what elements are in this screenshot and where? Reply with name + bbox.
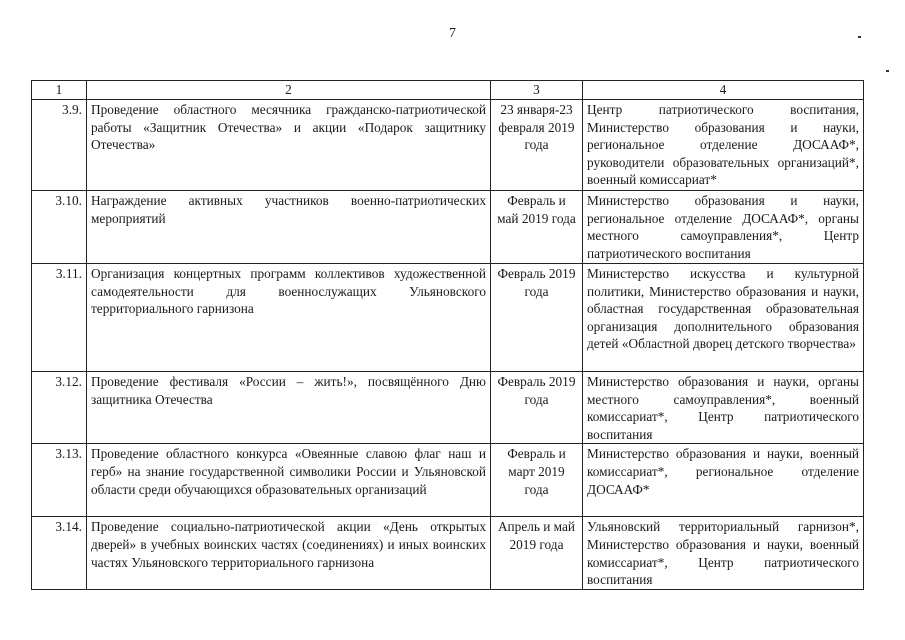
scan-speck: [886, 70, 889, 72]
table-row: [32, 191, 864, 264]
event-term: Февраль 2019 года: [491, 264, 583, 372]
event-description: Проведение областного конкурса «Овеянные славою флаг наш и герб» на знание государственной символики России и Ульяновской области среди обучающихся образовательных организаций: [87, 444, 491, 517]
event-responsible: Ульяновский территориальный гарнизон*, Министерство образования и науки, военный комиссариат*, Центр патриотического воспитания: [583, 517, 864, 589]
table-row: [32, 444, 864, 517]
event-term: 23 января-23 февраля 2019 года: [491, 100, 583, 191]
table-row: [32, 100, 864, 191]
event-responsible: Центр патриотического воспитания, Министерство образования и науки, региональное отделение ДОСААФ*, руководители образовательных организаций*, военный комиссариат*: [583, 100, 864, 191]
table-row: [32, 264, 864, 372]
event-term: Февраль и май 2019 года: [491, 191, 583, 264]
event-description: Проведение областного месячника гражданско-патриотической работы «Защитник Отечества» и акции «Подарок защитнику Отечества»: [87, 100, 491, 191]
item-number: 3.13.: [32, 444, 87, 517]
event-description: Проведение фестиваля «России – жить!», посвящённого Дню защитника Отечества: [87, 372, 491, 444]
table-row: [32, 517, 864, 589]
column-number-1: 1: [32, 81, 87, 100]
event-term: Февраль 2019 года: [491, 372, 583, 444]
item-number: 3.9.: [32, 100, 87, 191]
table-row: [32, 372, 864, 444]
event-responsible: Министерство образования и науки, военный комиссариат*, региональное отделение ДОСААФ*: [583, 444, 864, 517]
column-number-3: 3: [491, 81, 583, 100]
event-description: Награждение активных участников военно-патриотических мероприятий: [87, 191, 491, 264]
event-responsible: Министерство образования и науки, региональное отделение ДОСААФ*, органы местного самоуправления*, Центр патриотического воспитания: [583, 191, 864, 264]
column-number-2: 2: [87, 81, 491, 100]
event-description: Проведение социально-патриотической акции «День открытых дверей» в учебных воинских частях (соединениях) и иных воинских частях Ульяновского территориального гарнизона: [87, 517, 491, 589]
column-number-4: 4: [583, 81, 864, 100]
page-number: 7: [449, 26, 456, 41]
event-term: Февраль и март 2019 года: [491, 444, 583, 517]
item-number: 3.14.: [32, 517, 87, 589]
item-number: 3.10.: [32, 191, 87, 264]
item-number: 3.12.: [32, 372, 87, 444]
table-header-row: [32, 81, 864, 100]
event-responsible: Министерство искусства и культурной политики, Министерство образования и науки, областная государственная образовательная организация дополнительного образования детей «Областной дворец детского творчества»: [583, 264, 864, 372]
event-description: Организация концертных программ коллективов художественной самодеятельности для военнослужащих Ульяновского территориального гарнизона: [87, 264, 491, 372]
event-responsible: Министерство образования и науки, органы местного самоуправления*, военный комиссариат*, Центр патриотического воспитания: [583, 372, 864, 444]
scan-speck: [858, 36, 861, 38]
events-table: [31, 80, 864, 590]
item-number: 3.11.: [32, 264, 87, 372]
event-term: Апрель и май 2019 года: [491, 517, 583, 589]
